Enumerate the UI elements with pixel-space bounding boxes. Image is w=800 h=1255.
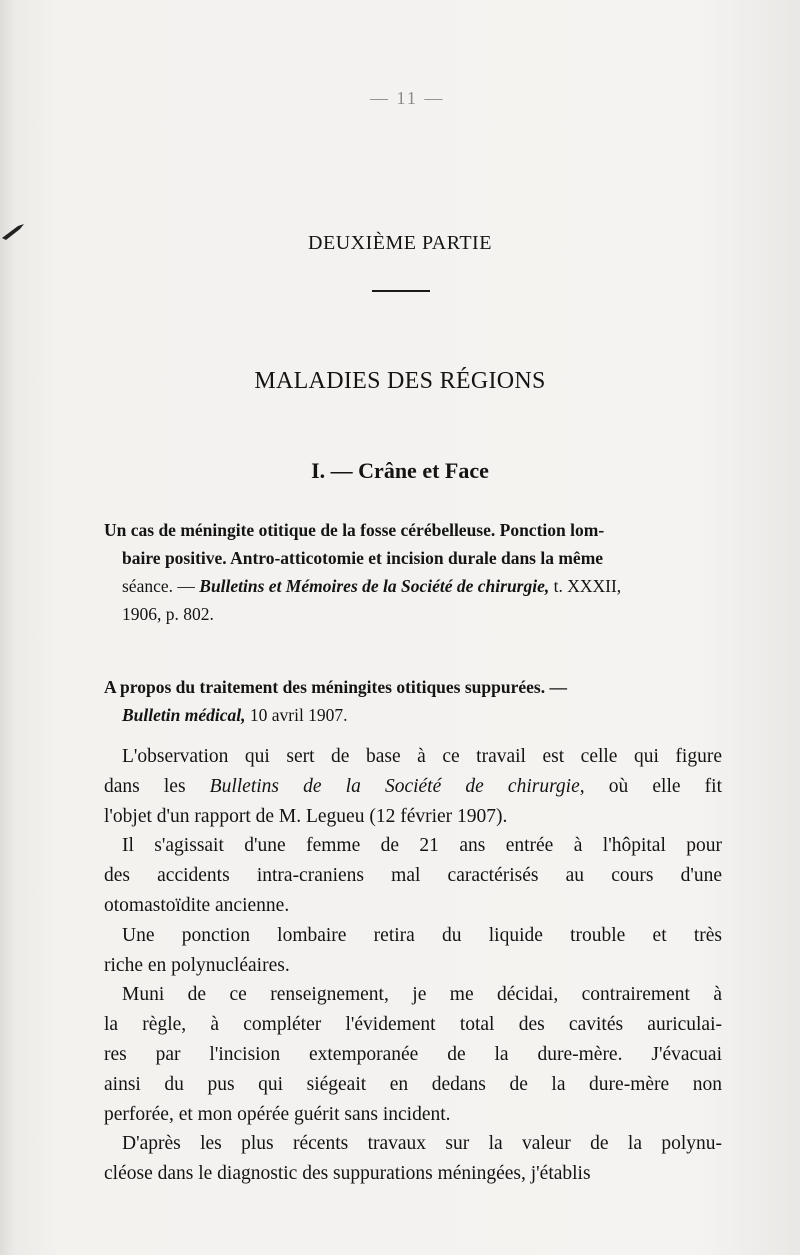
text-line: la règle, à compléter l'évidement total des cavités auriculai- bbox=[104, 1014, 722, 1036]
text-line: Muni de ce renseignement, je me décidai, contrairement à bbox=[122, 984, 722, 1006]
text-line: ainsi du pus qui siégeait en dedans de la dure-mère non bbox=[104, 1073, 722, 1095]
text-line: L'observation qui sert de base à ce travail est celle qui figure bbox=[122, 746, 722, 767]
source-year-page: 1906, p. 802. bbox=[122, 604, 214, 624]
text-line: Une ponction lombaire retira du liquide trouble et très bbox=[122, 924, 722, 946]
bibliography-source bbox=[104, 572, 724, 600]
source-journal: Bulletin médical, bbox=[122, 705, 246, 725]
text-line: cléose dans le diagnostic des suppurations méningées, j'établis bbox=[104, 1163, 591, 1185]
text-line: dans les Bulletins de la Société de chirurgie, où elle fit bbox=[104, 775, 722, 797]
folio: — 11 — bbox=[370, 88, 445, 108]
part-title: DEUXIÈME PARTIE bbox=[308, 232, 492, 254]
bibliography-title-line: baire positive. Antro-atticotomie et incision durale dans la même bbox=[122, 548, 604, 568]
bibliography-entry-2 bbox=[104, 673, 724, 729]
paragraph bbox=[104, 831, 722, 920]
source-journal: Bulletins et Mémoires de la Société de chirurgie, bbox=[199, 576, 550, 596]
text-line: D'après les plus récents travaux sur la valeur de la polynu- bbox=[122, 1133, 722, 1155]
text-line: riche en polynucléaires. bbox=[104, 954, 290, 976]
text-line: l'objet d'un rapport de M. Legueu (12 février 1907). bbox=[104, 805, 508, 827]
bibliography-title-line: Un cas de méningite otitique de la fosse cérébelleuse. Ponction lom- bbox=[104, 520, 605, 540]
divider-rule bbox=[372, 290, 430, 292]
section-title: MALADIES DES RÉGIONS bbox=[254, 368, 546, 394]
bibliography-source bbox=[104, 701, 724, 729]
paragraph bbox=[104, 1129, 722, 1189]
paragraph bbox=[104, 742, 722, 831]
text-line: otomastoïdite ancienne. bbox=[104, 894, 290, 916]
source-prefix: séance. — bbox=[122, 576, 200, 596]
subsection-title: I. — Crâne et Face bbox=[311, 458, 489, 483]
text-line: res par l'incision extemporanée de la dure-mère. J'évacuai bbox=[104, 1043, 722, 1065]
paragraph bbox=[104, 980, 722, 1129]
source-volume: t. XXXII, bbox=[549, 576, 622, 596]
body-text bbox=[104, 742, 722, 1189]
paragraph bbox=[104, 921, 722, 981]
text-line: des accidents intra-craniens mal caractérisés au cours d'une bbox=[104, 865, 722, 887]
bibliography-entry-1 bbox=[104, 516, 724, 628]
text-line: Il s'agissait d'une femme de 21 ans entrée à l'hôpital pour bbox=[122, 835, 722, 857]
source-date: 10 avril 1907. bbox=[245, 705, 348, 725]
bibliography-title-line: A propos du traitement des méningites otitiques suppurées. — bbox=[104, 677, 567, 697]
text-line: perforée, et mon opérée guérit sans incident. bbox=[104, 1103, 451, 1125]
